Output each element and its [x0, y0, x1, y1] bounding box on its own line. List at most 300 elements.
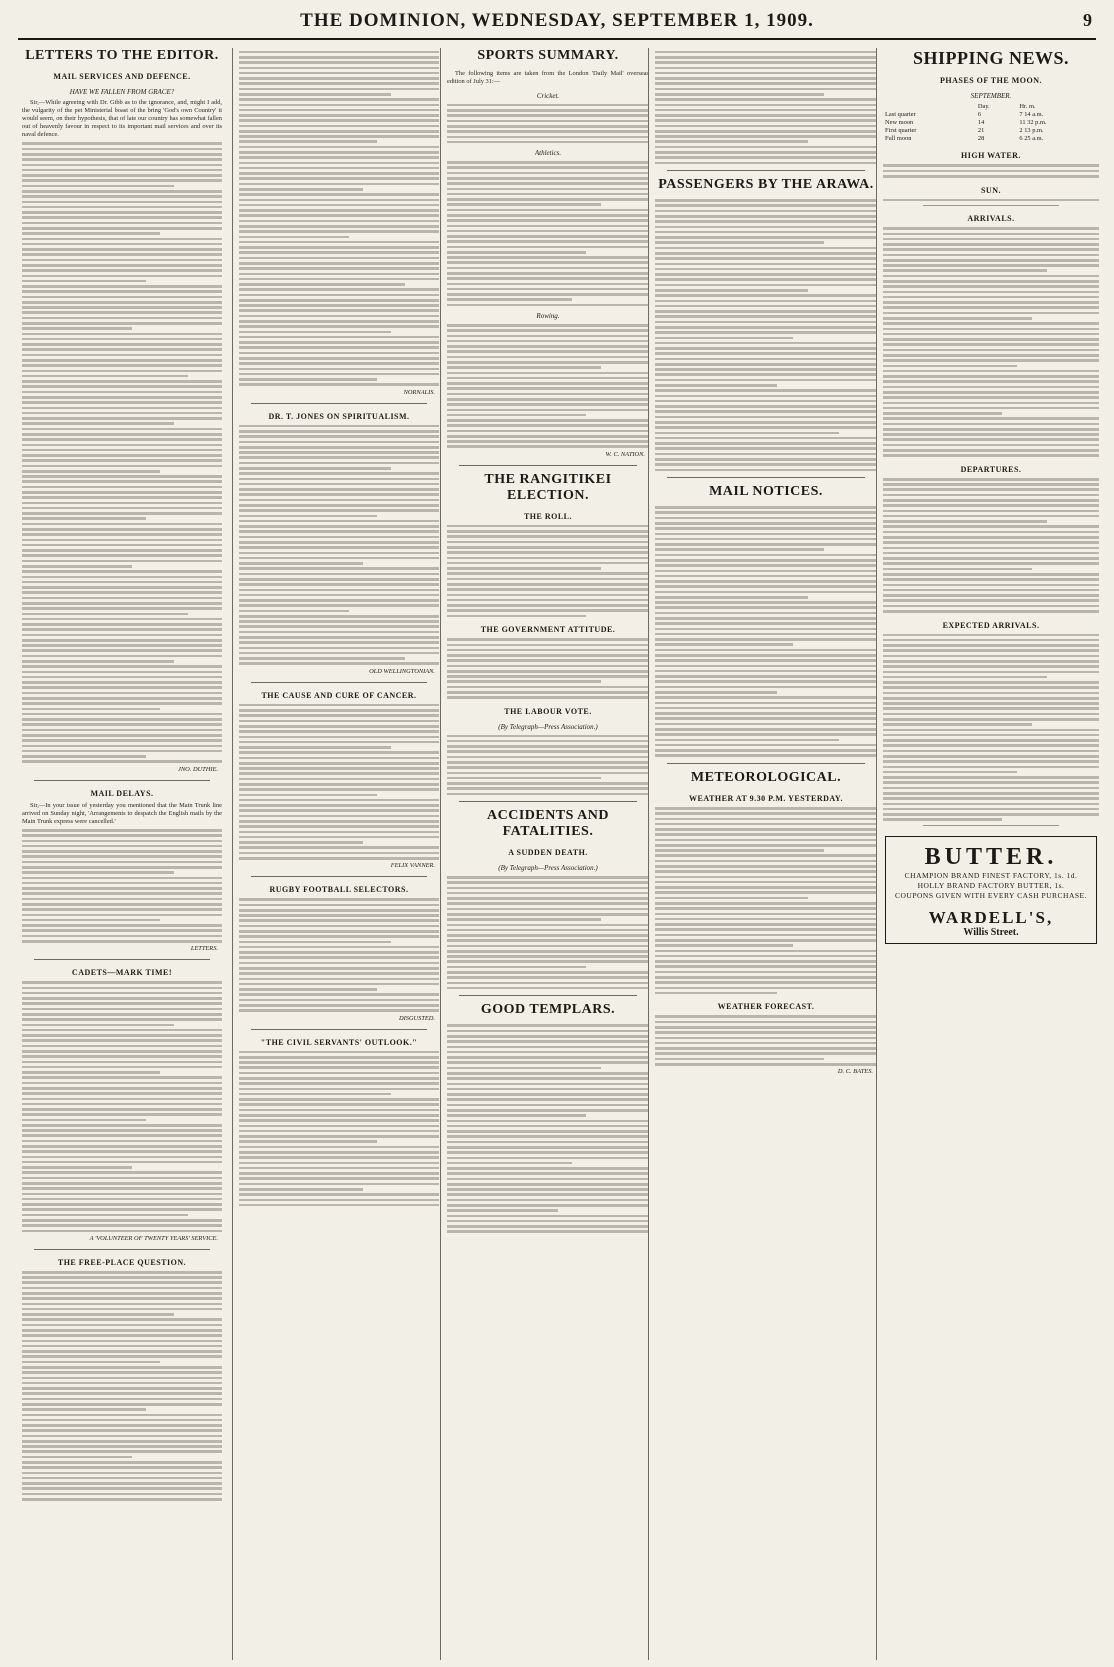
text-line: [22, 1361, 160, 1364]
text-line: [447, 1225, 649, 1228]
text-line: [239, 657, 405, 660]
text-line: [883, 562, 1099, 565]
text-line: [239, 114, 439, 117]
text-line: [447, 1230, 649, 1233]
text-line: [447, 177, 649, 180]
text-line: [883, 771, 1017, 774]
text-line: [22, 1119, 146, 1122]
text-line: [883, 301, 1099, 304]
text-line: [22, 454, 222, 457]
text-line: [239, 804, 439, 807]
text-line: [22, 1129, 222, 1132]
text-line: [655, 511, 877, 514]
text-line: [883, 259, 1099, 262]
text-line: [22, 1355, 222, 1358]
text-line: [239, 257, 439, 260]
text-line: [22, 422, 174, 425]
text-line: [239, 925, 439, 928]
text-line: [883, 702, 1099, 705]
text-line: [883, 744, 1099, 747]
text-line: [883, 280, 1099, 283]
text-line: [22, 1087, 222, 1090]
butter-line-1: CHAMPION BRAND FINEST FACTORY, 1s. 1d.: [904, 870, 1078, 880]
text-line: [655, 337, 793, 340]
text-line: [883, 649, 1099, 652]
text-line: [239, 546, 439, 549]
text-line: [655, 971, 877, 974]
signature-2: OLD WELLINGTONIAN.: [369, 667, 435, 675]
text-line: [239, 509, 439, 512]
text-line: [239, 809, 439, 812]
forecast-heading: WEATHER FORECAST.: [717, 1002, 815, 1012]
election-roll: THE ROLL.: [523, 511, 573, 521]
text-line: [883, 599, 1099, 602]
text-line: [239, 283, 405, 286]
mail-notices-body: [655, 506, 877, 757]
text-line: [883, 444, 1099, 447]
text-line: [22, 1198, 222, 1201]
text-line: [22, 576, 222, 579]
text-line: [883, 525, 1099, 528]
text-line: [239, 93, 391, 96]
text-line: [883, 170, 1099, 173]
text-line: [22, 924, 222, 927]
text-line: [655, 865, 877, 868]
text-line: [655, 754, 877, 757]
text-line: [239, 1204, 439, 1207]
text-line: [239, 557, 439, 560]
text-line: [239, 373, 439, 376]
text-line: [883, 296, 1099, 299]
text-line: [883, 605, 1099, 608]
text-line: [883, 375, 1099, 378]
text-line: [239, 788, 439, 791]
butter-line-2: HOLLY BRAND FACTORY BUTTER, 1s.: [917, 880, 1065, 890]
text-line: [655, 114, 877, 117]
masthead-title: THE DOMINION, WEDNESDAY, SEPTEMBER 1, 1909.: [300, 10, 814, 31]
cadets-signature: A 'VOLUNTEER OF TWENTY YEARS' SERVICE.: [89, 1234, 218, 1242]
text-line: [239, 946, 439, 949]
text-line: [447, 345, 649, 348]
text-line: [447, 166, 649, 169]
text-line: [239, 541, 439, 544]
text-line: [655, 506, 877, 509]
text-line: [447, 251, 586, 254]
text-line: [22, 142, 222, 145]
divider: [667, 170, 865, 171]
text-line: [22, 354, 222, 357]
text-line: [655, 315, 877, 318]
text-line: [447, 638, 649, 641]
text-line: [22, 1487, 222, 1490]
text-line: [22, 681, 222, 684]
text-line: [655, 1021, 877, 1024]
text-line: [239, 1177, 439, 1180]
text-line: [447, 696, 649, 699]
text-line: [655, 522, 877, 525]
text-line: [239, 140, 377, 143]
templars-body: [447, 1024, 649, 1233]
text-line: [655, 717, 877, 720]
text-line: [239, 820, 439, 823]
text-line: [447, 440, 649, 443]
text-line: [22, 253, 222, 256]
text-line: [447, 578, 649, 581]
text-line: [447, 686, 649, 689]
text-line: [239, 725, 439, 728]
text-line: [655, 696, 877, 699]
text-line: [22, 745, 222, 748]
text-line: [447, 1157, 649, 1160]
text-line: [883, 547, 1099, 550]
text-line: [655, 849, 824, 852]
text-line: [239, 762, 439, 765]
text-line: [22, 887, 222, 890]
text-line: [883, 433, 1099, 436]
text-line: [239, 1109, 439, 1112]
text-line: [239, 898, 439, 901]
sun-body: [883, 199, 1099, 202]
masthead: [18, 6, 1096, 40]
text-line: [239, 530, 439, 533]
text-line: [447, 424, 649, 427]
text-line: [22, 597, 222, 600]
text-line: [447, 246, 649, 249]
text-line: [239, 472, 439, 475]
text-line: [239, 188, 363, 191]
text-line: [883, 787, 1099, 790]
text-line: [883, 718, 1099, 721]
text-line: [883, 402, 1099, 405]
text-line: [22, 1171, 222, 1174]
text-line: [447, 403, 649, 406]
text-line: [883, 254, 1099, 257]
text-line: [239, 1119, 439, 1122]
text-line: [655, 469, 877, 472]
text-line: [655, 77, 877, 80]
text-line: [655, 828, 877, 831]
text-line: [655, 236, 877, 239]
text-line: [239, 652, 439, 655]
text-line: [655, 844, 877, 847]
text-line: [883, 792, 1099, 795]
text-line: [22, 1382, 222, 1385]
notices-top-body: [655, 51, 877, 165]
text-line: [22, 935, 222, 938]
text-line: [239, 251, 439, 254]
text-line: [22, 919, 160, 922]
text-line: [22, 475, 222, 478]
text-line: [655, 447, 877, 450]
free-place-body: [22, 1271, 222, 1501]
text-line: [239, 746, 391, 749]
text-line: [447, 1104, 649, 1107]
text-line: [883, 412, 1002, 415]
text-line: [22, 396, 222, 399]
text-line: [22, 1292, 222, 1295]
text-line: [883, 568, 1032, 571]
text-line: [655, 960, 877, 963]
text-line: [655, 247, 877, 250]
text-line: [22, 238, 222, 241]
divider: [251, 682, 427, 683]
text-line: [655, 1042, 877, 1045]
text-line: [655, 649, 877, 652]
mail-delays-body: [22, 829, 222, 943]
text-line: [22, 729, 222, 732]
text-line: [655, 347, 877, 350]
text-line: [22, 613, 188, 616]
text-line: [22, 992, 222, 995]
text-line: [655, 326, 877, 329]
text-line: [22, 697, 222, 700]
text-line: [447, 1146, 649, 1149]
divider: [251, 1029, 427, 1030]
text-line: [883, 610, 1099, 613]
text-line: [883, 766, 1099, 769]
text-line: [239, 993, 439, 996]
moon-phase: New moon: [885, 119, 914, 127]
text-line: [22, 1287, 222, 1290]
text-line: [22, 1414, 222, 1417]
text-line: [655, 538, 877, 541]
text-line: [239, 604, 439, 607]
text-line: [655, 939, 877, 942]
election-labour: THE LABOUR VOTE.: [504, 706, 592, 716]
text-line: [447, 329, 649, 332]
text-line: [22, 190, 222, 193]
text-line: [883, 243, 1099, 246]
text-line: [883, 175, 1099, 178]
text-line: [883, 594, 1099, 597]
text-line: [447, 659, 649, 662]
text-line: [655, 702, 877, 705]
text-line: [22, 517, 146, 520]
text-line: [655, 638, 877, 641]
text-line: [22, 1108, 222, 1111]
text-line: [655, 570, 877, 573]
text-line: [239, 499, 439, 502]
text-line: [239, 325, 439, 328]
civil-servants-title: "THE CIVIL SERVANTS' OUTLOOK.": [260, 1037, 418, 1047]
butter-advertisement: [885, 836, 1097, 944]
text-line: [22, 1456, 132, 1459]
text-line: [239, 230, 439, 233]
text-line: [239, 72, 439, 75]
text-line: [22, 623, 222, 626]
moon-row: [883, 135, 1099, 143]
jones-title: DR. T. JONES ON SPIRITUALISM.: [268, 411, 410, 421]
text-line: [239, 567, 439, 570]
text-line: [22, 222, 222, 225]
column-letters: [22, 48, 222, 1660]
text-line: [883, 370, 1099, 373]
text-line: [883, 238, 1099, 241]
text-line: [883, 639, 1099, 642]
text-line: [239, 77, 439, 80]
text-line: [22, 660, 174, 663]
text-line: [239, 951, 439, 954]
text-line: [655, 384, 777, 387]
text-line: [22, 665, 222, 668]
text-line: [447, 1204, 649, 1207]
moon-time: 6 25 a.m.: [1019, 135, 1044, 143]
text-line: [239, 730, 439, 733]
text-line: [22, 296, 222, 299]
text-line: [655, 231, 877, 234]
text-line: [447, 675, 649, 678]
text-line: [22, 1150, 222, 1153]
text-line: [883, 644, 1099, 647]
text-line: [239, 972, 439, 975]
text-line: [655, 533, 877, 536]
text-line: [239, 446, 439, 449]
text-line: [22, 179, 222, 182]
text-line: [883, 660, 1099, 663]
text-line: [22, 554, 222, 557]
text-line: [447, 387, 649, 390]
text-line: [22, 285, 222, 288]
text-line: [655, 104, 877, 107]
labour-body: [447, 735, 649, 796]
text-line: [883, 488, 1099, 491]
text-line: [22, 1498, 222, 1501]
text-line: [655, 363, 877, 366]
text-line: [883, 686, 1099, 689]
text-line: [22, 1034, 222, 1037]
text-line: [239, 625, 439, 628]
meteorological-sub: WEATHER AT 9.30 P.M. YESTERDAY.: [689, 793, 843, 803]
text-line: [22, 1461, 222, 1464]
letters-heading: LETTERS TO THE EDITOR.: [25, 48, 219, 63]
text-line: [239, 1061, 439, 1064]
text-line: [655, 807, 877, 810]
text-line: [22, 1303, 222, 1306]
moon-row: [883, 119, 1099, 127]
sun-heading: SUN.: [980, 185, 1001, 195]
text-line: [883, 697, 1099, 700]
text-line: [22, 1018, 222, 1021]
meteorological-heading: METEOROLOGICAL.: [690, 769, 842, 785]
text-line: [447, 525, 649, 528]
text-line: [655, 812, 877, 815]
text-line: [447, 435, 649, 438]
text-line: [655, 98, 877, 101]
text-line: [22, 206, 222, 209]
text-line: [655, 902, 877, 905]
text-line: [22, 1387, 222, 1390]
text-line: [22, 232, 160, 235]
divider: [34, 780, 210, 781]
text-line: [22, 322, 222, 325]
text-line: [22, 317, 222, 320]
text-line: [22, 1482, 222, 1485]
mail-services-opening: Sir,—While agreeing with Dr. Gibb as to the ignorance, and, might I add, the vulgarity of the pet Ministerial boast of the bring 'God's own Country' it would seem, on their hypothesis, that of late our country has somewhat fallen out of heavenly favour in respect to its important mail services and over its naval defence.: [22, 99, 222, 139]
text-line: [655, 1058, 824, 1061]
moon-month: SEPTEMBER.: [970, 92, 1012, 100]
text-line: [883, 541, 1099, 544]
mail-services-signature: JNO. DUTHIE.: [178, 765, 218, 773]
page-number: 9: [1083, 10, 1092, 30]
text-line: [239, 478, 439, 481]
text-line: [883, 275, 1099, 278]
divider: [923, 205, 1059, 206]
text-line: [447, 541, 649, 544]
text-line: [447, 288, 649, 291]
text-line: [22, 866, 222, 869]
text-line: [239, 225, 439, 228]
text-line: [447, 562, 649, 565]
text-line: [22, 433, 222, 436]
text-line: [239, 515, 377, 518]
text-line: [883, 510, 1099, 513]
text-line: [655, 331, 877, 334]
text-line: [22, 607, 222, 610]
text-line: [883, 578, 1099, 581]
text-line: [239, 647, 439, 650]
text-line: [655, 130, 877, 133]
text-line: [655, 220, 877, 223]
text-line: [239, 1199, 439, 1202]
text-line: [447, 599, 649, 602]
text-line: [447, 665, 649, 668]
text-line: [447, 876, 649, 879]
text-line: [883, 808, 1099, 811]
text-line: [655, 833, 877, 836]
text-line: [22, 533, 222, 536]
rowing-body: [447, 324, 649, 448]
text-line: [655, 818, 877, 821]
accidents-body: [447, 876, 649, 990]
text-line: [239, 151, 439, 154]
text-line: [22, 850, 222, 853]
text-line: [447, 1098, 649, 1101]
text-line: [22, 702, 222, 705]
text-line: [447, 1030, 649, 1033]
text-line: [655, 410, 877, 413]
divider: [459, 801, 637, 802]
text-line: [655, 342, 877, 345]
text-line: [655, 670, 877, 673]
text-line: [22, 380, 222, 383]
text-line: [239, 741, 439, 744]
text-line: [239, 709, 439, 712]
mail-delays-title: MAIL DELAYS.: [90, 788, 154, 798]
text-line: [447, 881, 649, 884]
text-line: [447, 1088, 649, 1091]
text-line: [22, 1334, 222, 1337]
text-line: [655, 310, 877, 313]
text-line: [239, 904, 439, 907]
text-line: [22, 1472, 222, 1475]
text-line: [22, 539, 222, 542]
text-line: [239, 857, 439, 860]
text-line: [239, 320, 439, 323]
text-line: [239, 167, 439, 170]
text-line: [239, 636, 439, 639]
text-line: [239, 162, 439, 165]
text-line: [239, 246, 439, 249]
text-line: [655, 210, 877, 213]
text-line: [447, 182, 649, 185]
text-line: [239, 1193, 439, 1196]
text-line: [655, 944, 793, 947]
sports-heading: SPORTS SUMMARY.: [477, 48, 619, 63]
text-line: [22, 723, 222, 726]
text-line: [22, 459, 222, 462]
sports-athletics: Athletics.: [534, 149, 562, 158]
text-line: [239, 783, 439, 786]
